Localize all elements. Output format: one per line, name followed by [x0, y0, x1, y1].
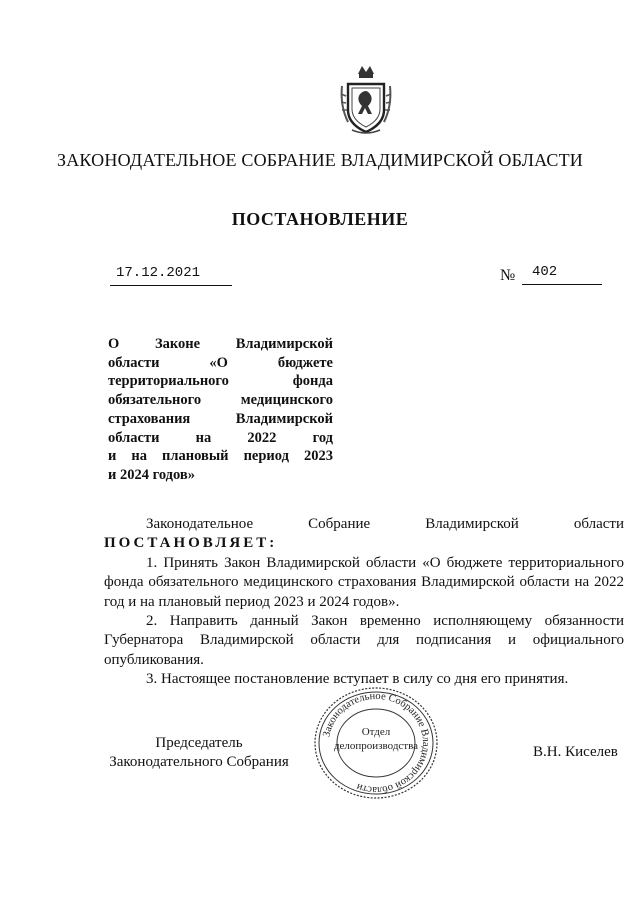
subject-line: и на плановый период 2023	[108, 448, 333, 465]
number-value: 402	[532, 264, 558, 280]
date-value: 17.12.2021	[116, 265, 201, 281]
subject-block	[108, 335, 333, 485]
stamp-center-line-2: делопроизводства	[333, 740, 419, 752]
subject-line: области на 2022 год	[108, 429, 333, 446]
position-line-1: Председатель	[155, 735, 243, 751]
official-stamp	[312, 686, 440, 800]
number-sign: №	[500, 267, 516, 284]
stamp-center-line-1: Отдел	[361, 726, 391, 738]
subject-line: О Законе Владимирской	[108, 336, 333, 352]
paragraph-1: 1. Принять Закон Владимирской области «О бюджете территориального фонда обязательного медицинского страхования Владимирской области на 2022 год и на плановый период 2023 и 2024 годов».	[104, 554, 624, 610]
number-field	[522, 264, 602, 285]
subject-line: области «О бюджете	[108, 354, 333, 371]
date-field	[110, 265, 232, 286]
signatory-position	[104, 734, 294, 772]
subject-line: и 2024 годов»	[108, 466, 195, 483]
subject-line: обязательного медицинского	[108, 392, 333, 409]
position-line-2: Законодательного Собрания	[109, 754, 289, 770]
organization-title: ЗАКОНОДАТЕЛЬНОЕ СОБРАНИЕ ВЛАДИМИРСКОЙ ОБЛАСТИ	[57, 150, 583, 170]
paragraph-2: 2. Направить данный Закон временно исполняющему обязанности Губернатора Владимирской области для подписания и официального опубликования.	[104, 613, 624, 668]
paragraph-3: 3. Настоящее постановление вступает в силу со дня его принятия.	[146, 671, 569, 688]
coat-of-arms-icon	[338, 64, 394, 136]
subject-line: страхования Владимирской	[108, 410, 333, 427]
document-type-title: ПОСТАНОВЛЕНИЕ	[231, 209, 409, 229]
subject-line: территориального фонда	[108, 373, 333, 390]
resolves-heading: ПОСТАНОВЛЯЕТ:	[104, 535, 278, 552]
intro-line: Законодательное Собрание Владимирской области	[146, 516, 624, 532]
stamp-ring-text: Законодательное Собрание Владимирской области	[321, 690, 432, 796]
signatory-name: В.Н. Киселев	[533, 744, 618, 760]
resolution-body	[104, 515, 624, 690]
